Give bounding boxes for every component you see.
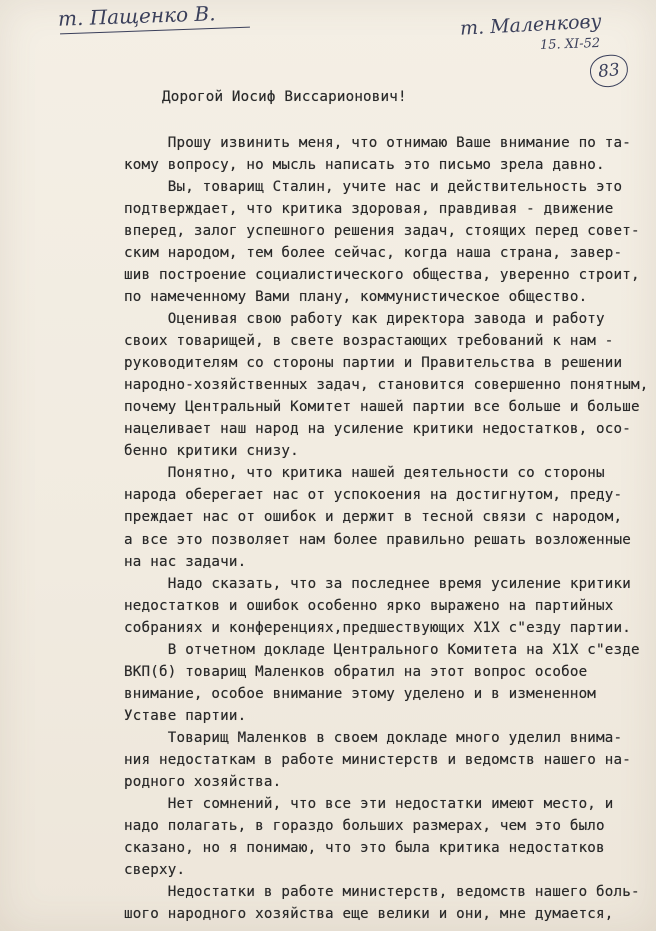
letter-line: Вы, товарищ Сталин, учите нас и действительность это xyxy=(124,179,623,195)
letter-line: Недостатки в работе министерств, ведомств нашего боль- xyxy=(124,884,640,900)
letter-line: Уставе партии. xyxy=(124,708,247,724)
letter-line: а все это позволяет нам более правильно решать возложенные xyxy=(124,532,632,548)
letter-line: недостатков и ошибок особенно ярко выражено на партийных xyxy=(124,598,614,614)
letter-line: Надо сказать, что за последнее время усиление критики xyxy=(124,576,632,592)
letter-line: шив построение социалистического общества, уверенно строит, xyxy=(124,267,640,283)
letter-line: нацеливает наш народ на усиление критики недостатков, осо- xyxy=(124,421,632,437)
letter-line: надо полагать, в гораздо больших размерах, чем это было xyxy=(124,818,605,834)
letter-line: своих товарищей, в свете возрастающих требований к нам - xyxy=(124,333,614,349)
letter-line: сказано, но я понимаю, что это была критика недостатков xyxy=(124,840,605,856)
letter-line: по намеченному Вами плану, коммунистическое общество. xyxy=(124,289,588,305)
letter-line: народа оберегает нас от успокоения на достигнутом, преду- xyxy=(124,487,623,503)
letter-line: народно-хозяйственных задач, становится совершенно понятным, xyxy=(124,377,649,393)
letter-line: кому вопросу, но мысль написать это письмо зрела давно. xyxy=(124,157,605,173)
letter-line: почему Центральный Комитет нашей партии все больше и больше xyxy=(124,399,640,415)
letter-line: Нет сомнений, что все эти недостатки имеют место, и xyxy=(124,796,614,812)
letter-line: ВКП(б) товарищ Маленков обратил на этот вопрос особое xyxy=(124,664,588,680)
letter-line: внимание, особое внимание этому уделено и в измененном xyxy=(124,686,597,702)
letter-line: ским народом, тем более сейчас, когда наша страна, завер- xyxy=(124,245,623,261)
letter-line: бенно критики снизу. xyxy=(124,443,299,459)
handwritten-addressee-note: т. Пащенко В. xyxy=(57,1,216,31)
handwritten-forward-note: т. Маленкову xyxy=(459,10,603,40)
handwritten-date: 15. XI-52 xyxy=(539,35,601,54)
letter-line: сверху. xyxy=(124,862,186,878)
letter-line: собраниях и конференциях,предшествующих Х1Х с"езду партии. xyxy=(124,620,632,636)
letter-line: шого народного хозяйства еще велики и они, мне думается, xyxy=(124,906,614,922)
letter-line: Товарищ Маленков в своем докладе много уделил внима- xyxy=(124,730,623,746)
letter-salutation: Дорогой Иосиф Виссарионович! xyxy=(162,89,407,105)
letter-line: Понятно, что критика нашей деятельности со стороны xyxy=(124,465,605,481)
letter-line: родного хозяйства. xyxy=(124,774,282,790)
letter-line: руководителям со стороны партии и Правительства в решении xyxy=(124,355,623,371)
letter-line: В отчетном докладе Центрального Комитета на Х1Х с"езде xyxy=(124,642,640,658)
letter-line: ния недостаткам в работе министерств и ведомств нашего на- xyxy=(124,752,632,768)
letter-line: преждает нас от ошибок и держит в тесной связи с народом, xyxy=(124,509,623,525)
letter-line: подтверждает, что критика здоровая, правдивая - движение xyxy=(124,201,614,217)
letter-line: Оценивая свою работу как директора завода и работу xyxy=(124,311,605,327)
letter-line: на нас задачи. xyxy=(124,554,247,570)
letter-line: Прошу извинить меня, что отнимаю Ваше внимание по та- xyxy=(124,135,632,151)
handwritten-page-number: 83 xyxy=(588,53,629,89)
letter-line: вперед, залог успешного решения задач, стоящих перед совет- xyxy=(124,223,640,239)
